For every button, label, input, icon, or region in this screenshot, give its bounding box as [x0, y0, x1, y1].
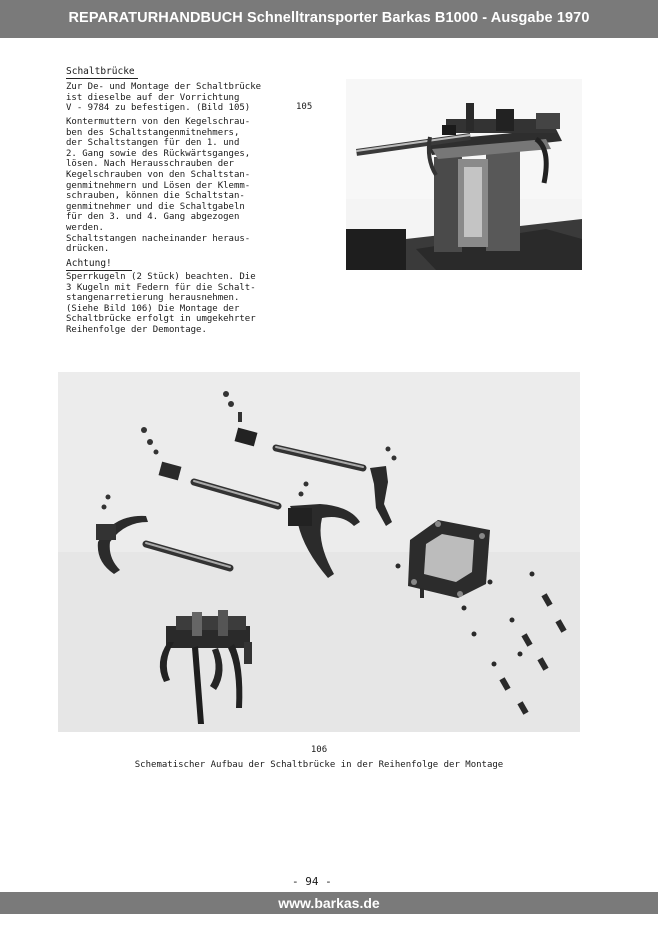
warning-text: Sperrkugeln (2 Stück) beachten. Die 3 Kugeln mit Federn für die Schalt- stangenarretierung herausnehmen. (Siehe Bild 106) Die Montage der Schaltbrücke erfolgt in umgekehrter Reihenfolge der Demontage.: [66, 272, 256, 335]
warning-heading: Achtung!: [66, 258, 112, 269]
warning-underline: [66, 270, 132, 271]
header-bar: [0, 0, 658, 38]
page-number: - 94 -: [292, 875, 332, 888]
paragraph-disassembly: Kontermuttern von den Kegelschrau- ben des Schaltstangenmitnehmers, der Schaltstangen für den 1. und 2. Gang sowie des Rückwärtsganges, lösen. Nach Herausschrauben der Kegelschrauben von den Schaltstan- genmitnehmern und Lösen der Klemm- schrauben, können die Schaltstan- genmitnehmer und die Schaltgabeln für den 3. und 4. Gang abgezogen werden. Schaltstangen nacheinander heraus- drücken.: [66, 117, 251, 255]
figure-caption: Schematischer Aufbau der Schaltbrücke in der Reihenfolge der Montage: [134, 760, 504, 770]
footer-bar: [0, 892, 658, 914]
fixture-photo-graphic: [346, 79, 582, 270]
figure-number: 106: [310, 745, 328, 755]
exploded-view-graphic: [58, 372, 580, 732]
document-title: REPARATURHANDBUCH Schnelltransporter Barkas B1000 - Ausgabe 1970: [68, 10, 590, 26]
photo-fixture: [346, 79, 582, 270]
paragraph-intro: Zur De- und Montage der Schaltbrücke ist dieselbe auf der Vorrichtung V - 9784 zu befestigen. (Bild 105): [66, 82, 262, 114]
photo-exploded-view: [58, 372, 580, 732]
figure-reference-label: 105: [296, 102, 313, 112]
heading-underline: [66, 78, 138, 79]
website-link[interactable]: www.barkas.de: [278, 895, 380, 911]
section-heading: Schaltbrücke: [66, 66, 135, 77]
